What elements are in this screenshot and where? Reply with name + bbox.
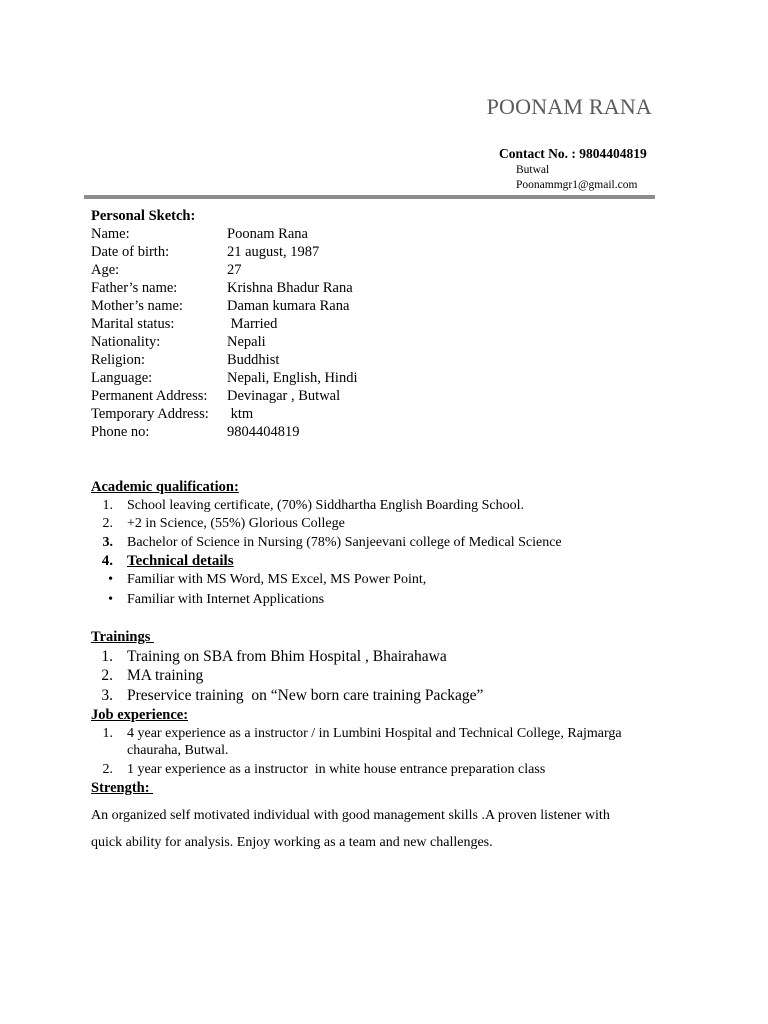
list-text: Preservice training on “New born care training Package” <box>127 687 484 704</box>
list-marker: 2. <box>102 516 113 531</box>
list-marker: 2. <box>102 762 113 777</box>
address-city: Butwal <box>516 164 550 176</box>
detail-label: Mother’s name: <box>91 298 183 314</box>
bullet-icon: • <box>108 572 113 587</box>
list-text: +2 in Science, (55%) Glorious College <box>127 516 345 531</box>
detail-label: Permanent Address: <box>91 388 208 404</box>
detail-label: Language: <box>91 370 153 386</box>
detail-label: Age: <box>91 262 120 278</box>
list-text: 1 year experience as a instructor in white house entrance preparation class <box>127 762 546 777</box>
detail-value: ktm <box>227 406 254 422</box>
detail-value: Married <box>227 316 278 332</box>
list-marker: 1. <box>102 726 113 741</box>
strength-text-line: quick ability for analysis. Enjoy working as a team and new challenges. <box>91 835 493 850</box>
detail-label: Nationality: <box>91 334 161 350</box>
job-experience-heading: Job experience: <box>91 707 189 723</box>
detail-label: Temporary Address: <box>91 406 209 422</box>
list-text: chauraha, Butwal. <box>127 743 229 758</box>
candidate-name: POONAM RANA <box>486 94 652 119</box>
detail-value: 9804404819 <box>227 424 300 440</box>
list-text: Bachelor of Science in Nursing (78%) Sanjeevani college of Medical Science <box>127 535 562 550</box>
detail-label: Name: <box>91 226 130 242</box>
detail-label: Marital status: <box>91 316 175 332</box>
list-text: Training on SBA from Bhim Hospital , Bhairahawa <box>127 648 447 665</box>
list-text: School leaving certificate, (70%) Siddhartha English Boarding School. <box>127 498 524 513</box>
detail-value: 27 <box>227 262 242 278</box>
detail-value: Krishna Bhadur Rana <box>227 280 353 296</box>
list-marker: 3. <box>101 687 113 704</box>
email-address: Poonammgr1@gmail.com <box>516 179 638 191</box>
list-marker: 1. <box>101 648 113 665</box>
detail-value: Devinagar , Butwal <box>227 388 341 404</box>
strength-text-line: An organized self motivated individual with good management skills .A proven listener with <box>91 808 610 823</box>
detail-value: Daman kumara Rana <box>227 298 350 314</box>
trainings-heading: Trainings <box>91 629 154 645</box>
list-marker: 4. <box>101 553 113 569</box>
list-text: MA training <box>127 667 204 684</box>
bullet-icon: • <box>108 592 113 607</box>
detail-label: Religion: <box>91 352 145 368</box>
detail-value: Buddhist <box>227 352 280 368</box>
detail-value: Nepali, English, Hindi <box>227 370 358 386</box>
detail-value: 21 august, 1987 <box>227 244 320 260</box>
academic-heading: Academic qualification: <box>91 479 239 495</box>
list-text: Familiar with Internet Applications <box>127 592 325 607</box>
header-divider <box>84 195 655 199</box>
detail-label: Phone no: <box>91 424 150 440</box>
detail-value: Nepali <box>227 334 266 350</box>
detail-value: Poonam Rana <box>227 226 308 242</box>
detail-label: Date of birth: <box>91 244 170 260</box>
list-text: 4 year experience as a instructor / in Lumbini Hospital and Technical College, Rajmarga <box>127 726 622 741</box>
list-text: Familiar with MS Word, MS Excel, MS Power Point, <box>127 572 427 587</box>
list-marker: 2. <box>101 667 113 684</box>
list-marker: 3. <box>102 535 113 550</box>
contact-number: Contact No. : 9804404819 <box>499 146 647 161</box>
list-marker: 1. <box>102 498 113 513</box>
detail-label: Father’s name: <box>91 280 178 296</box>
list-text: Technical details <box>127 553 234 569</box>
strength-heading: Strength: <box>91 780 154 796</box>
personal-sketch-heading: Personal Sketch: <box>91 208 196 224</box>
